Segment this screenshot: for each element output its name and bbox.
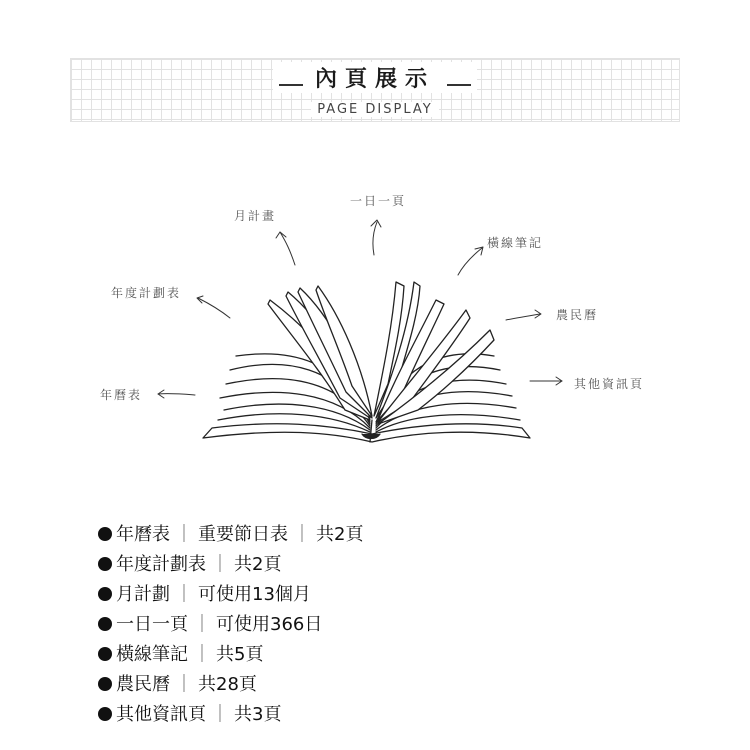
list-item	[98, 640, 363, 670]
bullet-icon	[98, 557, 112, 571]
separator: ｜	[293, 524, 311, 545]
list-item	[98, 670, 363, 700]
item-detail: 共28頁	[198, 674, 257, 695]
label-other-info: 其他資訊頁	[574, 377, 645, 391]
item-name: 一日一頁	[116, 614, 188, 635]
item-name: 農民曆	[116, 674, 170, 695]
item-detail: 共5頁	[216, 644, 264, 665]
separator: ｜	[211, 554, 229, 575]
separator: ｜	[175, 674, 193, 695]
page-subtitle: PAGE DISPLAY	[311, 102, 438, 117]
item-name: 月計劃	[116, 584, 170, 605]
list-item	[98, 520, 363, 550]
list-item	[98, 610, 363, 640]
item-detail: 可使用13個月	[198, 584, 311, 605]
separator: ｜	[193, 644, 211, 665]
separator: ｜	[175, 524, 193, 545]
page-title: 內頁展示	[314, 66, 435, 92]
list-item	[98, 550, 363, 580]
list-item	[98, 700, 363, 730]
bullet-icon	[98, 527, 112, 541]
item-detail: 可使用366日	[216, 614, 323, 635]
label-farmer-calendar: 農民曆	[556, 308, 599, 322]
bullet-icon	[98, 677, 112, 691]
contents-list	[98, 520, 363, 730]
bullet-icon	[98, 617, 112, 631]
item-name: 年度計劃表	[116, 554, 206, 575]
item-name: 橫線筆記	[116, 644, 188, 665]
label-year-calendar: 年曆表	[100, 388, 143, 402]
list-item	[98, 580, 363, 610]
separator: ｜	[193, 614, 211, 635]
bullet-icon	[98, 647, 112, 661]
label-lined: 橫線筆記	[487, 236, 544, 250]
item-name: 其他資訊頁	[116, 704, 206, 725]
book-drawing	[203, 282, 530, 442]
bullet-icon	[98, 587, 112, 601]
separator: ｜	[175, 584, 193, 605]
item-detail: 共2頁	[316, 524, 364, 545]
item-name: 年曆表	[116, 524, 170, 545]
item-detail: 共2頁	[234, 554, 282, 575]
item-detail: 共3頁	[234, 704, 282, 725]
label-monthly: 月計畫	[234, 209, 277, 223]
label-yearly-plan: 年度計劃表	[111, 286, 182, 300]
bullet-icon	[98, 707, 112, 721]
label-daily: 一日一頁	[350, 194, 407, 208]
item-detail: 重要節日表	[198, 524, 288, 545]
separator: ｜	[211, 704, 229, 725]
